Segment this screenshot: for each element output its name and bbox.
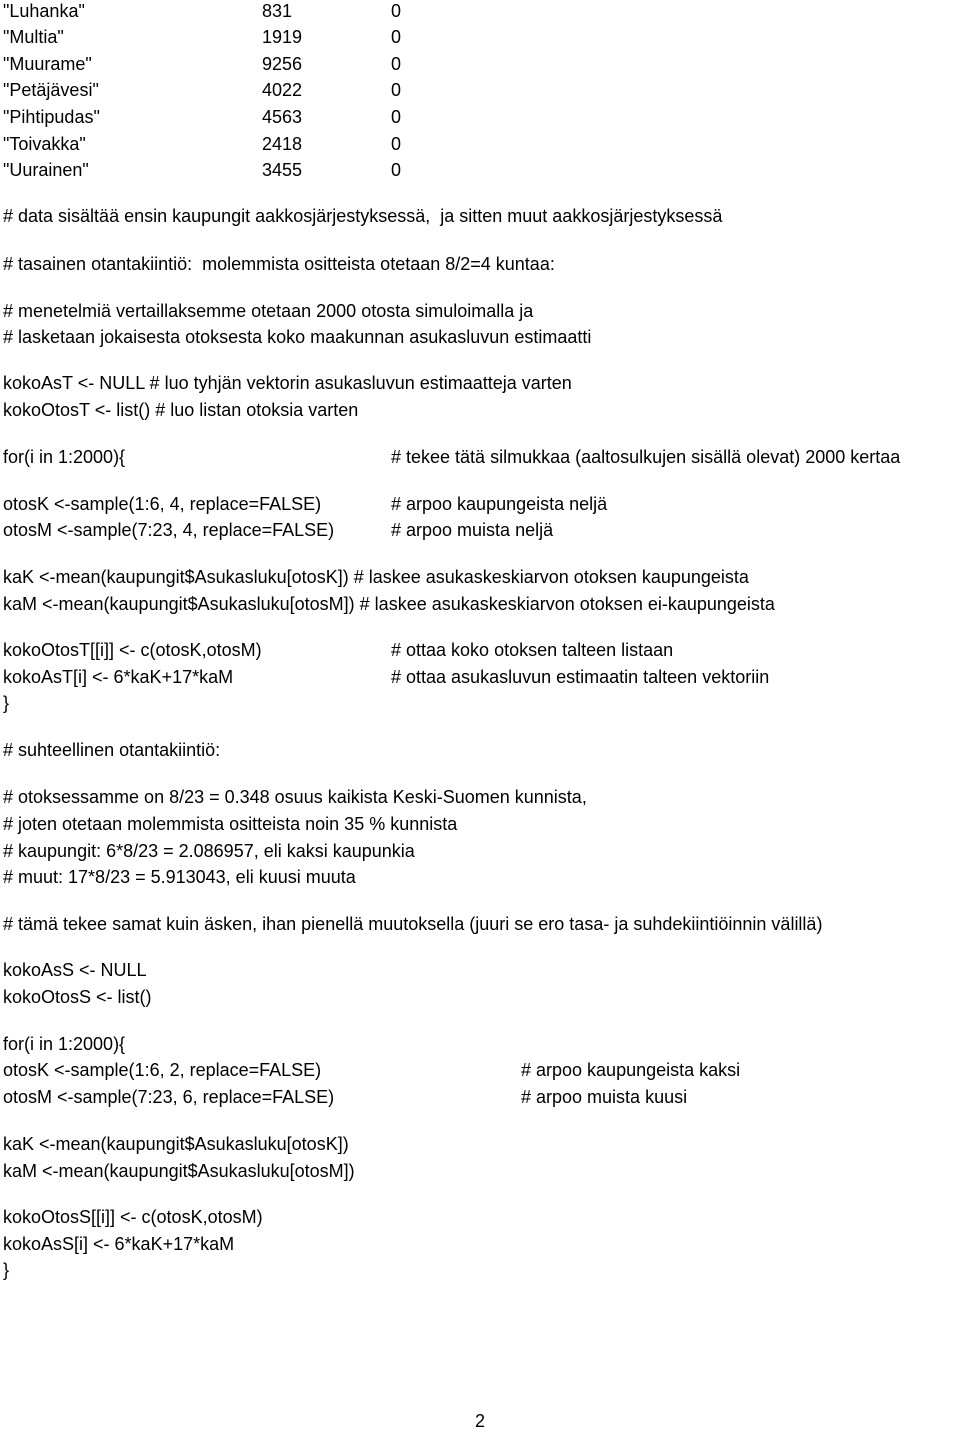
- table-row-flag: 0: [391, 54, 402, 74]
- code-comment: # arpoo muista neljä: [391, 520, 554, 540]
- table-row-name: "Uurainen": [3, 160, 89, 180]
- comment-line: # muut: 17*8/23 = 5.913043, eli kuusi muuta: [3, 867, 356, 887]
- table-row-name: "Pihtipudas": [3, 107, 100, 127]
- comment-line: # tasainen otantakiintiö: molemmista ositteista otetaan 8/2=4 kuntaa:: [3, 254, 555, 274]
- code-line: for(i in 1:2000){: [3, 1034, 126, 1054]
- code-line: otosK <-sample(1:6, 2, replace=FALSE): [3, 1060, 322, 1080]
- code-comment: # arpoo kaupungeista kaksi: [521, 1060, 741, 1080]
- comment-line: # kaupungit: 6*8/23 = 2.086957, eli kaksi kaupunkia: [3, 841, 415, 861]
- code-line: }: [3, 693, 10, 713]
- table-row-value: 4563: [262, 107, 303, 127]
- code-line: kokoAsT[i] <- 6*kaK+17*kaM: [3, 667, 234, 687]
- table-row-flag: 0: [391, 160, 402, 180]
- table-row-value: 9256: [262, 54, 303, 74]
- table-row-value: 2418: [262, 134, 303, 154]
- code-line: otosK <-sample(1:6, 4, replace=FALSE): [3, 494, 322, 514]
- table-row-flag: 0: [391, 107, 402, 127]
- comment-line: # lasketaan jokaisesta otoksesta koko maakunnan asukasluvun estimaatti: [3, 327, 592, 347]
- comment-line: # data sisältää ensin kaupungit aakkosjärjestyksessä, ja sitten muut aakkosjärjestyksessä: [3, 206, 723, 226]
- table-row-flag: 0: [391, 134, 402, 154]
- table-row-name: "Multia": [3, 27, 64, 47]
- comment-line: # menetelmiä vertaillaksemme otetaan 2000 otosta simuloimalla ja: [3, 301, 534, 321]
- code-line: kaK <-mean(kaupungit$Asukasluku[otosK]): [3, 1134, 349, 1154]
- comment-line: # suhteellinen otantakiintiö:: [3, 740, 221, 760]
- code-line: for(i in 1:2000){: [3, 447, 126, 467]
- table-row-value: 1919: [262, 27, 303, 47]
- code-line: kokoOtosT[[i]] <- c(otosK,otosM): [3, 640, 262, 660]
- code-line: otosM <-sample(7:23, 6, replace=FALSE): [3, 1087, 335, 1107]
- code-comment: # ottaa asukasluvun estimaatin talteen vektoriin: [391, 667, 770, 687]
- table-row-value: 831: [262, 1, 293, 21]
- code-comment: # tekee tätä silmukkaa (aaltosulkujen sisällä olevat) 2000 kertaa: [391, 447, 901, 467]
- table-row-flag: 0: [391, 1, 402, 21]
- code-line: kokoOtosS[[i]] <- c(otosK,otosM): [3, 1207, 263, 1227]
- table-row-flag: 0: [391, 27, 402, 47]
- comment-line: # joten otetaan molemmista ositteista noin 35 % kunnista: [3, 814, 458, 834]
- code-line: kokoOtosS <- list(): [3, 987, 152, 1007]
- code-comment: # arpoo kaupungeista neljä: [391, 494, 608, 514]
- code-line: kokoAsT <- NULL # luo tyhjän vektorin asukasluvun estimaatteja varten: [3, 373, 572, 393]
- table-row-name: "Petäjävesi": [3, 80, 99, 100]
- code-line: otosM <-sample(7:23, 4, replace=FALSE): [3, 520, 335, 540]
- code-line: kaM <-mean(kaupungit$Asukasluku[otosM]) # laskee asukaskeskiarvon otoksen ei-kaupungeista: [3, 594, 775, 614]
- table-row-name: "Muurame": [3, 54, 92, 74]
- comment-line: # otoksessamme on 8/23 = 0.348 osuus kaikista Keski-Suomen kunnista,: [3, 787, 587, 807]
- code-line: kokoAsS <- NULL: [3, 960, 147, 980]
- code-line: kaK <-mean(kaupungit$Asukasluku[otosK]) # laskee asukaskeskiarvon otoksen kaupungeista: [3, 567, 749, 587]
- code-comment: # arpoo muista kuusi: [521, 1087, 688, 1107]
- comment-line: # tämä tekee samat kuin äsken, ihan pienellä muutoksella (juuri se ero tasa- ja suhdekiintiöinnin välillä): [3, 914, 823, 934]
- code-line: kokoAsS[i] <- 6*kaK+17*kaM: [3, 1234, 235, 1254]
- table-row-value: 4022: [262, 80, 303, 100]
- code-comment: # ottaa koko otoksen talteen listaan: [391, 640, 674, 660]
- code-line: }: [3, 1260, 10, 1280]
- table-row-name: "Toivakka": [3, 134, 86, 154]
- page-number: 2: [475, 1411, 486, 1431]
- table-row-name: "Luhanka": [3, 1, 85, 21]
- code-line: kokoOtosT <- list() # luo listan otoksia varten: [3, 400, 359, 420]
- table-row-flag: 0: [391, 80, 402, 100]
- code-line: kaM <-mean(kaupungit$Asukasluku[otosM]): [3, 1161, 355, 1181]
- table-row-value: 3455: [262, 160, 303, 180]
